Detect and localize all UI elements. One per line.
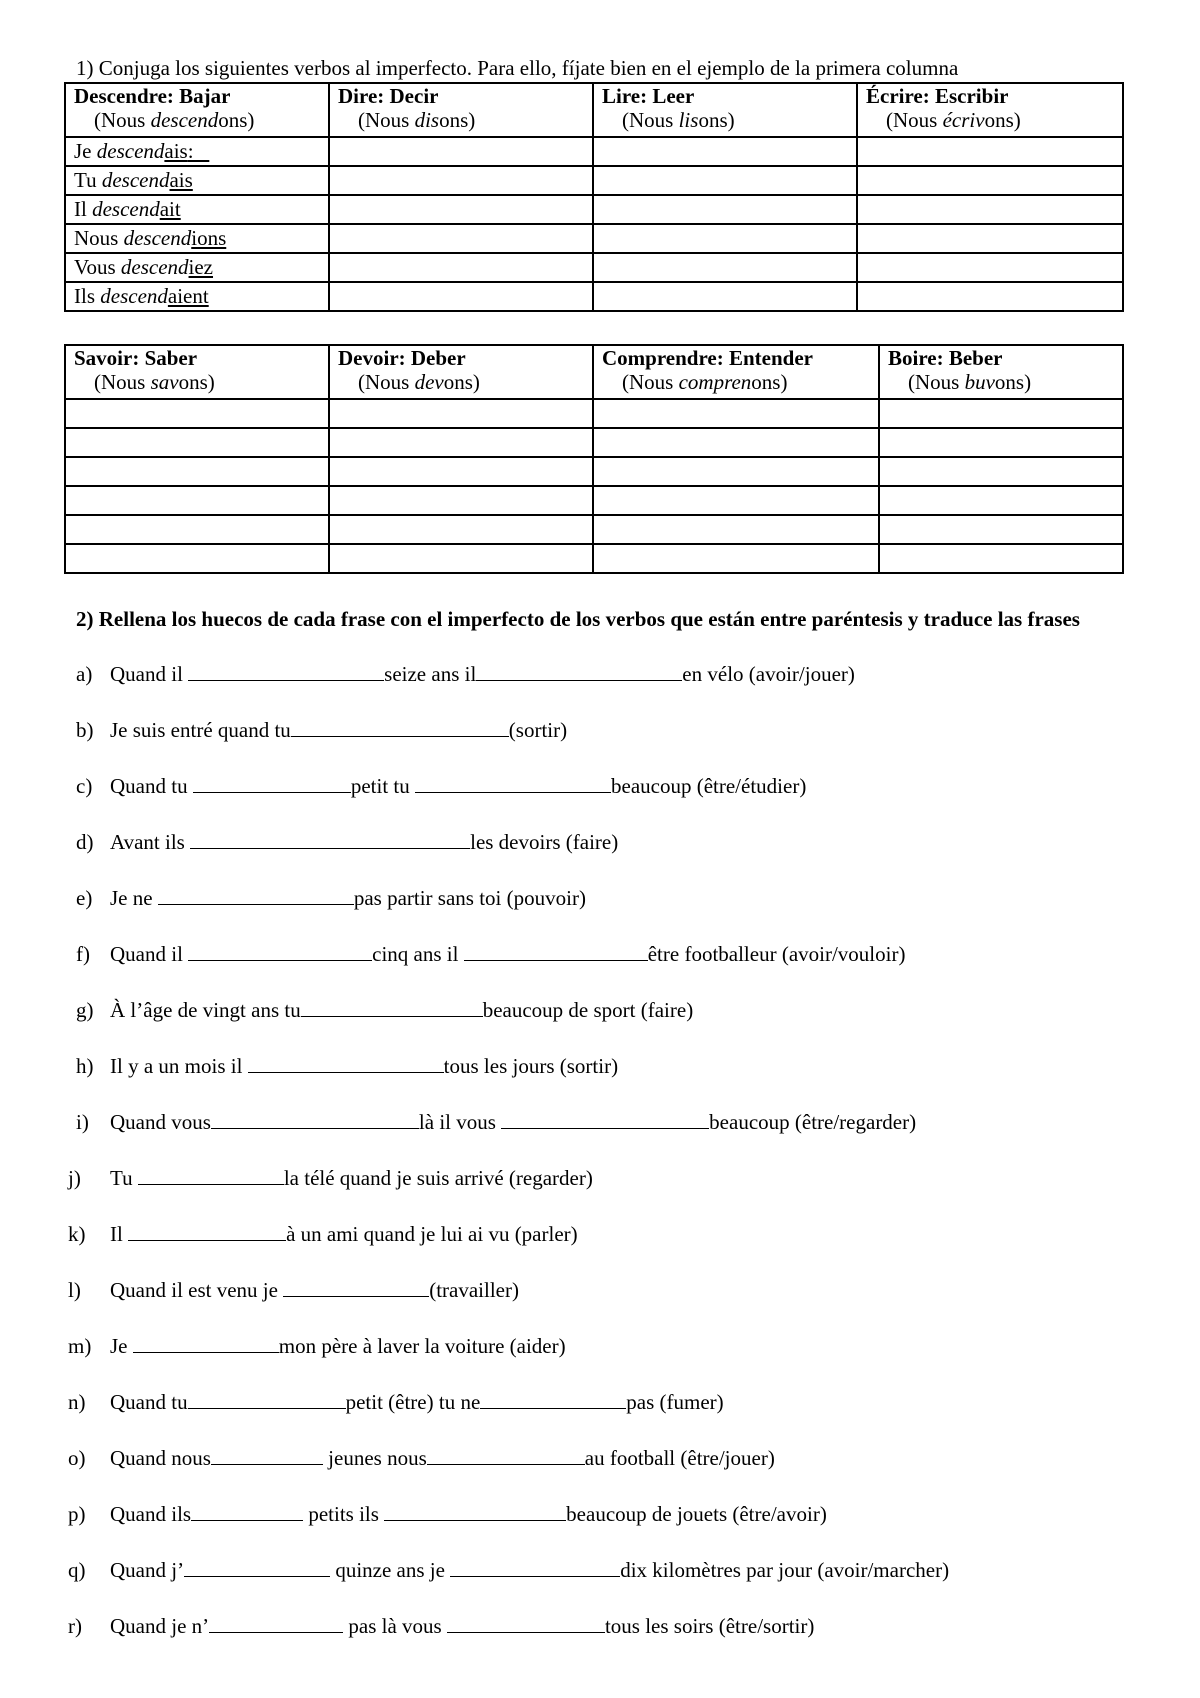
answer-blank[interactable] <box>427 1442 585 1465</box>
list-item <box>0 1105 1120 1139</box>
answer-cell[interactable] <box>879 457 1123 486</box>
answer-cell[interactable] <box>593 399 879 428</box>
answer-cell[interactable] <box>65 428 329 457</box>
example-cell: Je descendais: <box>65 137 329 166</box>
sentence: Quand vous là il vous beaucoup (être/regarder) <box>110 1105 916 1139</box>
list-item <box>0 1161 1120 1195</box>
item-letter: p) <box>68 1502 86 1526</box>
answer-blank[interactable] <box>184 1554 330 1577</box>
list-item <box>0 1553 1120 1587</box>
answer-blank[interactable] <box>209 1610 343 1633</box>
list-item <box>0 881 1120 915</box>
item-letter: n) <box>68 1390 86 1414</box>
answer-blank[interactable] <box>476 658 682 681</box>
item-letter: q) <box>68 1558 86 1582</box>
exercise1-instruction: 1) Conjuga los siguientes verbos al imperfecto. Para ello, fíjate bien en el ejemplo de la primera columna <box>76 56 959 80</box>
sentence: Je mon père à laver la voiture (aider) <box>110 1329 566 1363</box>
answer-blank[interactable] <box>158 882 354 905</box>
answer-cell[interactable] <box>593 224 857 253</box>
table-row <box>65 399 1123 428</box>
table-row <box>65 224 1123 253</box>
answer-blank[interactable] <box>464 938 648 961</box>
example-cell: Tu descendais <box>65 166 329 195</box>
header-cell <box>65 83 329 137</box>
sentence: Quand il seize ans il en vélo (avoir/jouer) <box>110 657 855 691</box>
verb-heading: Comprendre: Entender <box>602 346 813 370</box>
nous-form: (Nous écrivons) <box>886 108 1021 132</box>
answer-cell[interactable] <box>65 486 329 515</box>
answer-cell[interactable] <box>879 428 1123 457</box>
table-header-row <box>65 345 1123 399</box>
example-cell: Vous descendiez <box>65 253 329 282</box>
answer-cell[interactable] <box>593 166 857 195</box>
nous-form: (Nous lisons) <box>622 108 735 132</box>
table-row <box>65 486 1123 515</box>
sentence: Quand il est venu je (travailler) <box>110 1273 519 1307</box>
answer-cell[interactable] <box>857 282 1123 311</box>
sentence: Il à un ami quand je lui ai vu (parler) <box>110 1217 578 1251</box>
answer-cell[interactable] <box>857 166 1123 195</box>
verb-heading: Savoir: Saber <box>74 346 198 370</box>
verb-heading: Dire: Decir <box>338 84 439 108</box>
answer-cell[interactable] <box>593 544 879 573</box>
nous-form: (Nous devons) <box>358 370 480 394</box>
answer-cell[interactable] <box>329 428 593 457</box>
item-letter: a) <box>76 662 93 686</box>
sentence: Tu la télé quand je suis arrivé (regarder) <box>110 1161 593 1195</box>
sentence: Quand ils petits ils beaucoup de jouets (être/avoir) <box>110 1497 827 1531</box>
answer-cell[interactable] <box>879 486 1123 515</box>
answer-blank[interactable] <box>501 1106 709 1129</box>
answer-blank[interactable] <box>447 1610 605 1633</box>
answer-cell[interactable] <box>593 515 879 544</box>
answer-blank[interactable] <box>138 1162 284 1185</box>
table-row <box>65 457 1123 486</box>
sentence: Je suis entré quand tu (sortir) <box>110 713 567 747</box>
item-letter: f) <box>76 942 90 966</box>
sentence: À l’âge de vingt ans tu beaucoup de sport (faire) <box>110 993 693 1027</box>
list-item <box>0 713 1120 747</box>
item-letter: m) <box>68 1334 92 1358</box>
list-item <box>0 1385 1120 1419</box>
sentence: Il y a un mois il tous les jours (sortir) <box>110 1049 618 1083</box>
sentence: Je ne pas partir sans toi (pouvoir) <box>110 881 586 915</box>
sentence: Quand j’ quinze ans je dix kilomètres par jour (avoir/marcher) <box>110 1553 949 1587</box>
answer-blank[interactable] <box>211 1106 419 1129</box>
answer-blank[interactable] <box>450 1554 620 1577</box>
item-letter: k) <box>68 1222 86 1246</box>
item-letter: c) <box>76 774 93 798</box>
item-letter: g) <box>76 998 94 1022</box>
exercise2-instruction: 2) Rellena los huecos de cada frase con el imperfecto de los verbos que están entre paréntesis y traduce las frases <box>76 607 1080 631</box>
header-cell <box>329 83 593 137</box>
list-item <box>0 825 1120 859</box>
header-cell <box>65 345 329 399</box>
answer-blank[interactable] <box>415 770 611 793</box>
answer-blank[interactable] <box>384 1498 566 1521</box>
answer-blank[interactable] <box>188 938 372 961</box>
list-item <box>0 769 1120 803</box>
example-cell: Nous descendions <box>65 224 329 253</box>
nous-form: (Nous buvons) <box>908 370 1032 394</box>
item-letter: o) <box>68 1446 86 1470</box>
example-cell: Ils descendaient <box>65 282 329 311</box>
answer-cell[interactable] <box>329 253 593 282</box>
item-letter: r) <box>68 1614 82 1638</box>
answer-cell[interactable] <box>593 457 879 486</box>
header-cell <box>879 345 1123 399</box>
item-letter: i) <box>76 1110 89 1134</box>
item-letter: d) <box>76 830 94 854</box>
nous-form: (Nous descendons) <box>94 108 255 132</box>
verb-heading: Écrire: Escribir <box>866 84 1009 108</box>
table-row <box>65 282 1123 311</box>
table-row <box>65 137 1123 166</box>
list-item <box>0 1217 1120 1251</box>
answer-blank[interactable] <box>128 1218 286 1241</box>
answer-blank[interactable] <box>193 770 351 793</box>
table-row <box>65 428 1123 457</box>
answer-cell[interactable] <box>593 195 857 224</box>
header-cell <box>593 83 857 137</box>
list-item <box>0 1049 1120 1083</box>
answer-cell[interactable] <box>329 399 593 428</box>
answer-cell[interactable] <box>593 253 857 282</box>
item-letter: e) <box>76 886 93 910</box>
item-letter: h) <box>76 1054 94 1078</box>
answer-blank[interactable] <box>211 1442 323 1465</box>
answer-blank[interactable] <box>190 826 470 849</box>
answer-blank[interactable] <box>248 1050 444 1073</box>
item-letter: b) <box>76 718 94 742</box>
answer-blank[interactable] <box>133 1330 279 1353</box>
answer-cell[interactable] <box>593 486 879 515</box>
table-row <box>65 253 1123 282</box>
item-letter: l) <box>68 1278 81 1302</box>
answer-cell[interactable] <box>329 195 593 224</box>
answer-cell[interactable] <box>329 486 593 515</box>
table-row <box>65 195 1123 224</box>
example-cell: Il descendait <box>65 195 329 224</box>
sentence: Avant ils les devoirs (faire) <box>110 825 618 859</box>
sentence: Quand je n’ pas là vous tous les soirs (être/sortir) <box>110 1609 814 1643</box>
verb-heading: Devoir: Deber <box>338 346 466 370</box>
answer-cell[interactable] <box>857 195 1123 224</box>
answer-cell[interactable] <box>329 166 593 195</box>
answer-cell[interactable] <box>329 137 593 166</box>
answer-blank[interactable] <box>480 1386 626 1409</box>
answer-blank[interactable] <box>301 994 483 1017</box>
nous-form: (Nous disons) <box>358 108 476 132</box>
item-letter: j) <box>68 1166 81 1190</box>
table-header-row <box>65 83 1123 137</box>
answer-cell[interactable] <box>65 544 329 573</box>
sentence: Quand nous jeunes nous au football (être/jouer) <box>110 1441 775 1475</box>
table-row <box>65 166 1123 195</box>
answer-cell[interactable] <box>857 224 1123 253</box>
answer-blank[interactable] <box>191 1498 303 1521</box>
list-item <box>0 1497 1120 1531</box>
list-item <box>0 993 1120 1027</box>
answer-cell[interactable] <box>879 399 1123 428</box>
header-cell <box>329 345 593 399</box>
answer-cell[interactable] <box>879 515 1123 544</box>
list-item <box>0 1273 1120 1307</box>
nous-form: (Nous savons) <box>94 370 215 394</box>
answer-blank[interactable] <box>188 1386 346 1409</box>
list-item <box>0 937 1120 971</box>
conjugation-table-1 <box>64 82 1124 312</box>
table-row <box>65 515 1123 544</box>
answer-cell[interactable] <box>593 282 857 311</box>
sentence: Quand tu petit tu beaucoup (être/étudier) <box>110 769 806 803</box>
answer-cell[interactable] <box>857 137 1123 166</box>
header-cell <box>857 83 1123 137</box>
answer-cell[interactable] <box>857 253 1123 282</box>
answer-blank[interactable] <box>283 1274 429 1297</box>
list-item <box>0 1609 1120 1643</box>
table-row <box>65 544 1123 573</box>
sentence: Quand tu petit (être) tu ne pas (fumer) <box>110 1385 724 1419</box>
nous-form: (Nous comprenons) <box>622 370 788 394</box>
answer-blank[interactable] <box>291 714 509 737</box>
answer-cell[interactable] <box>329 282 593 311</box>
answer-cell[interactable] <box>65 399 329 428</box>
verb-heading: Boire: Beber <box>888 346 1003 370</box>
answer-cell[interactable] <box>65 457 329 486</box>
answer-cell[interactable] <box>593 137 857 166</box>
list-item <box>0 1329 1120 1363</box>
header-cell <box>593 345 879 399</box>
answer-cell[interactable] <box>593 428 879 457</box>
list-item <box>0 1441 1120 1475</box>
answer-cell[interactable] <box>329 544 593 573</box>
answer-cell[interactable] <box>879 544 1123 573</box>
list-item <box>0 657 1120 691</box>
sentence: Quand il cinq ans il être footballeur (avoir/vouloir) <box>110 937 905 971</box>
answer-cell[interactable] <box>329 515 593 544</box>
answer-cell[interactable] <box>329 457 593 486</box>
answer-cell[interactable] <box>65 515 329 544</box>
answer-cell[interactable] <box>329 224 593 253</box>
answer-blank[interactable] <box>188 658 384 681</box>
conjugation-table-2 <box>64 344 1124 574</box>
verb-heading: Lire: Leer <box>602 84 695 108</box>
verb-heading: Descendre: Bajar <box>74 84 231 108</box>
